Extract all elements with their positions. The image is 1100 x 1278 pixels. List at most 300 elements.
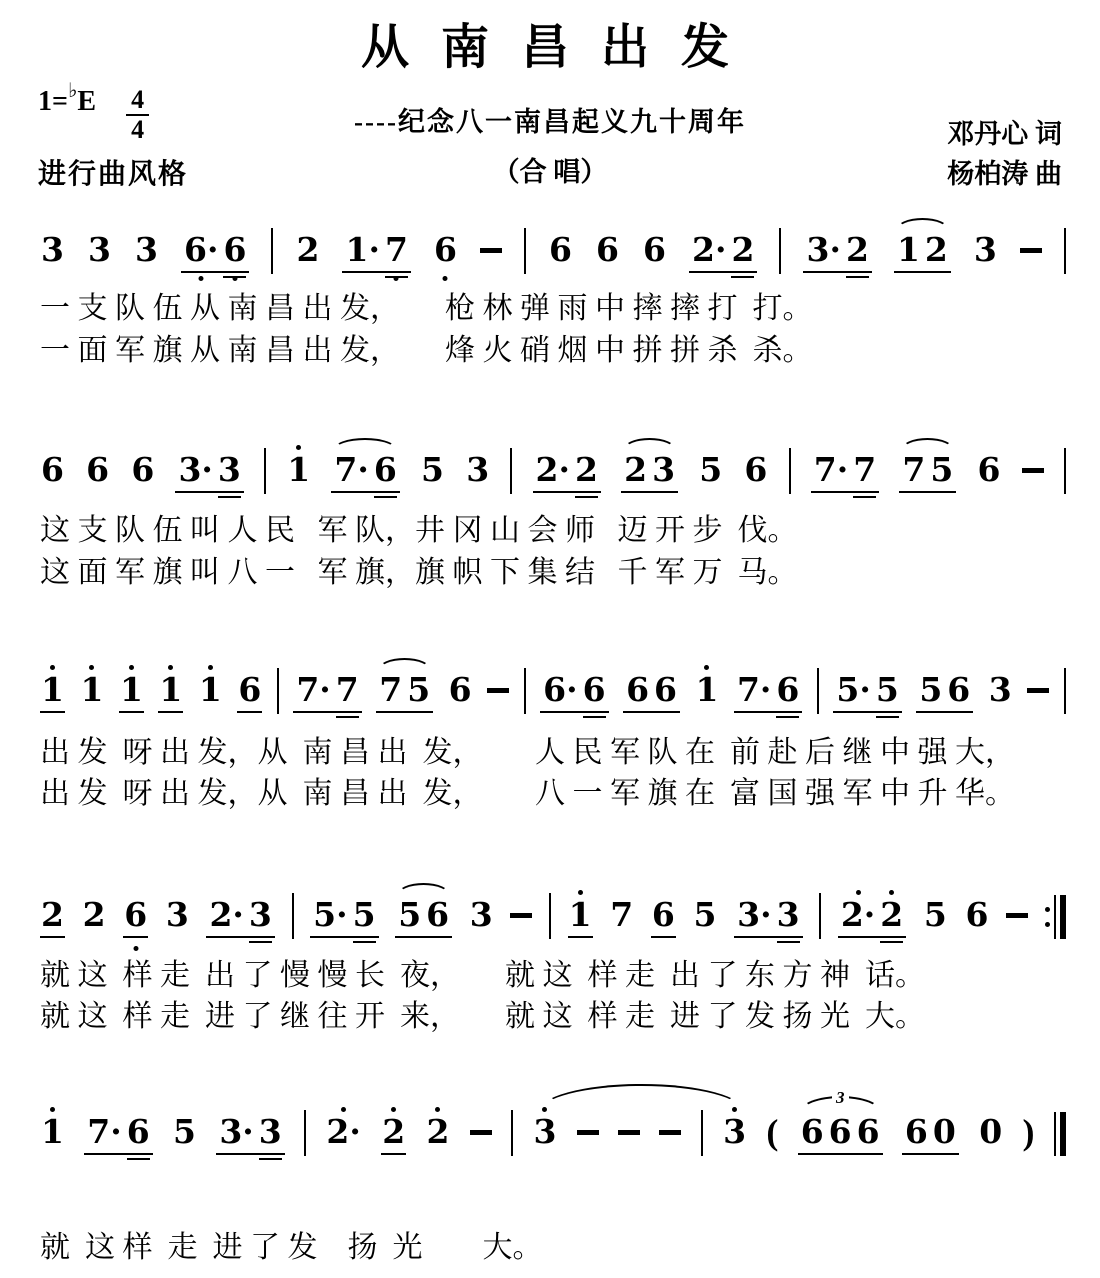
note [119,662,144,713]
high-octave-dot [856,890,861,895]
note-digit: 6 [237,672,262,713]
note-group-wrap [734,662,802,713]
note [86,1104,122,1150]
barline [701,1110,703,1156]
note-digit: 6 [904,1112,928,1151]
note-digit: 6· [543,670,578,709]
note [40,222,65,268]
note-digit: 1 [40,672,65,713]
note [198,662,223,708]
lyric-line-1: 一 支 队 伍 从 南 昌 出 发， 枪 林 弹 雨 中 摔 摔 打 打。 [40,292,813,325]
barline [264,448,266,494]
note-digit: 6 [596,230,619,269]
tempo-style-label: 进行曲风格 [38,159,189,190]
note-digit: 3· [178,450,213,489]
note [335,662,360,708]
note [82,887,107,933]
low-octave-dot [232,276,237,281]
note-digit: 2· [692,230,727,269]
note-digit: 3 [652,450,676,489]
barline [292,893,294,939]
note-group-wrap [734,887,802,938]
duration-dash [470,1130,492,1135]
barline [511,1110,513,1156]
note-digit: 6 [126,1112,150,1151]
barline [789,448,791,494]
note-group-wrap [689,222,757,273]
note-digit: 2 [574,450,598,489]
slur [896,218,949,230]
note [426,1104,451,1150]
note [582,662,607,708]
note [183,222,219,268]
note-digit: 6 [131,450,155,489]
note [973,222,998,268]
note-digit: 1 [80,670,104,709]
note [448,662,473,708]
note-digit: 5 [352,895,376,934]
note-group-wrap [811,442,879,493]
note [295,662,331,708]
note-group-wrap [623,662,680,713]
note-digit: 5 [173,1112,197,1151]
note-digit: 3 [165,895,189,934]
note-digit: 7 [335,670,359,709]
note-digit: 3 [88,230,111,269]
note-group [902,1104,959,1155]
barline [1064,448,1066,494]
note-digit: 1 [158,672,183,713]
note-digit: 2 [82,895,106,934]
slur [901,438,954,450]
tie [538,1084,745,1112]
note-digit: 3 [469,895,493,934]
lyric-line-5: 出 发 呀 出 发，从 南 昌 出 发， 人 民 军 队 在 前 赴 后 继 中 强 大， [40,736,1015,769]
note-digit: 7· [296,670,331,709]
note [420,442,445,488]
lyric-line-4: 这 面 军 旗 叫 八 一 军 旗，旗 帜 下 集 结 千 军 万 马。 [40,556,798,589]
note-group [803,222,871,273]
note [736,662,772,708]
flat-sign: ♭ [67,80,78,102]
note-digit: 2· [209,895,244,934]
note [988,662,1013,708]
note [835,662,871,708]
thin-barline [1054,1112,1056,1156]
note-digit: 1 [119,672,144,713]
lyric-line-9: 就 这 样 走 进 了 发 扬 光 大。 [40,1231,543,1264]
duration-dash [1022,468,1044,473]
note-group-wrap [342,222,410,273]
note [172,1104,197,1150]
note-digit: 3 [258,1112,282,1151]
note [218,1104,254,1150]
parenthesis: ) [1022,1112,1035,1152]
note-digit: 6 [856,1112,880,1151]
note [595,222,620,268]
note-digit: 6 [626,670,650,709]
note-digit: 6 [800,1112,824,1151]
high-octave-dot [341,1107,346,1112]
chorus-label: （合 唱） [492,157,608,187]
high-octave-dot [704,665,709,670]
note [87,222,112,268]
note [217,442,242,488]
slur [378,658,431,670]
high-octave-dot [435,1107,440,1112]
music-line-3 [40,662,1066,726]
note [805,222,841,268]
note [352,887,377,933]
note [381,1104,406,1155]
note-digit: 6 [744,450,768,489]
note [258,1104,283,1150]
barline [510,448,512,494]
note-digit: 5 [919,670,943,709]
note-group [342,222,410,273]
note-digit: 2 [296,230,320,269]
note [535,442,571,488]
note [813,442,849,488]
high-octave-dot [50,1107,55,1112]
duration-dash [618,1130,640,1135]
note [923,887,948,933]
note-digit: 6 [549,230,572,269]
note [977,442,1002,488]
repeat-dots [1045,895,1050,939]
note-digit: 6· [184,230,219,269]
note-digit: 1 [695,670,719,709]
note-group-wrap [175,442,243,493]
note-digit: 7 [379,670,403,709]
note [134,222,159,268]
note-group [293,662,361,713]
low-octave-dot [394,276,399,281]
note-digit: 3 [41,230,64,269]
note [130,442,155,488]
barline [1064,228,1066,274]
song-title: 从 南 昌 出 发 [360,21,739,74]
note [123,887,148,938]
note-digit: 3· [219,1112,254,1151]
note [946,662,971,708]
note [736,887,772,933]
note [208,887,244,933]
note-group-wrap [833,662,901,713]
note-digit: 3 [723,1112,747,1151]
lyric-line-2: 一 面 军 旗 从 南 昌 出 发， 烽 火 硝 烟 中 拼 拼 杀 杀。 [40,334,813,367]
final-barline [1054,1112,1066,1156]
note-digit: 7· [334,450,369,489]
note-group [533,442,601,493]
note-digit: 3· [737,895,772,934]
high-octave-dot [50,665,55,670]
note [384,222,409,268]
note-digit: 7 [384,230,408,269]
note [177,442,213,488]
note-digit: 2· [840,895,876,934]
slur [333,438,397,450]
slur [397,883,450,895]
note-digit: 6 [86,450,110,489]
note [918,662,943,708]
meter-numerator: 4 [126,86,149,116]
note-digit: 3 [248,895,272,934]
note [775,662,800,708]
note [840,887,876,933]
note-group-wrap [533,442,601,493]
note-group-wrap [293,662,361,713]
note-digit: 1 [198,670,222,709]
note [653,662,678,708]
note-digit: 6 [426,895,450,934]
note-group [540,662,608,713]
note [126,1104,151,1150]
note-digit: 6 [123,897,148,938]
note-digit: 7 [610,895,634,934]
note-digit: 2 [845,230,869,269]
note-digit: 3· [806,230,841,269]
note [40,1104,65,1150]
note-group-wrap [84,1104,152,1155]
note-digit: 6 [448,670,472,709]
note [879,887,904,933]
note [79,662,104,708]
note [85,442,110,488]
barline [1064,668,1066,714]
note-digit: 5· [836,670,871,709]
note [691,222,727,268]
note-digit: 7 [902,450,926,489]
note-digit: 7· [87,1112,122,1151]
duration-dash [577,1130,599,1135]
note-digit: 5 [923,895,947,934]
note [465,442,490,488]
note-group [833,662,901,713]
note-digit: 6 [373,450,397,489]
note-digit: 6 [654,670,677,709]
note-digit: 6 [433,230,457,269]
note [776,887,801,933]
note [286,442,311,488]
note-digit: 0 [979,1112,1003,1151]
barline [779,228,781,274]
repeat-dot [1045,907,1050,912]
high-octave-dot [578,890,583,895]
note-digit: 7· [736,670,772,709]
note-digit: 3 [776,895,800,934]
duration-dash [480,248,502,253]
note [325,1104,361,1150]
note [40,442,65,488]
note-digit: 5 [699,450,723,489]
tuplet-number: 3 [832,1090,849,1106]
note-group [206,887,274,938]
low-octave-dot [443,276,448,281]
note-digit: 5· [313,895,348,934]
note-digit: 3 [135,230,158,269]
note [875,662,900,708]
note-digit: 5 [407,670,431,709]
note [237,662,262,713]
note-digit: 3 [466,450,490,489]
note-group [181,222,249,273]
thick-barline [1060,1112,1066,1156]
note [40,662,65,713]
note-digit: 6 [828,1112,852,1151]
meter-denominator: 4 [131,115,145,144]
note-group [734,887,802,938]
high-octave-dot [168,665,173,670]
note-digit: 5 [930,450,954,489]
note-group [84,1104,152,1155]
high-octave-dot [129,665,134,670]
barline [271,228,273,274]
note [222,222,247,268]
note-digit: 1 [287,450,311,489]
note-group-wrap [540,662,608,713]
high-octave-dot [89,665,94,670]
key-note: E [77,86,97,117]
repeat-dot [1045,922,1050,927]
note-group [623,662,680,713]
note [730,222,755,268]
note [642,222,667,268]
note-digit: 1 [41,1112,64,1151]
slur [623,438,676,450]
note-digit: 6 [947,670,971,709]
music-line-4 [40,887,1066,951]
note-digit: 2 [880,895,904,934]
note [978,1104,1003,1150]
note-group [216,1104,284,1155]
note [40,887,65,938]
duration-dash [1027,688,1049,693]
duration-dash [1020,248,1042,253]
note-digit: 5 [398,895,422,934]
note [932,1104,957,1150]
note-digit: 7· [813,450,849,489]
dedication-subtitle: ----纪念八一南昌起义九十周年 [354,107,746,137]
note-digit: 2 [624,450,648,489]
note-digit: 0 [932,1112,956,1151]
music-line-2 [40,442,1066,506]
note-digit: 3 [973,230,997,269]
note [651,887,676,938]
note-group-wrap [838,887,906,938]
note-group [175,442,243,493]
note [158,662,183,713]
thin-barline [1054,895,1056,939]
note-digit: 1 [896,230,920,269]
duration-dash [510,913,532,918]
note-group [838,887,906,938]
note-group [310,887,378,938]
note-group-wrap [803,222,871,273]
note-digit: 2 [924,230,948,269]
thick-barline [1060,895,1066,939]
note-digit: 5 [875,670,899,709]
music-line-5 [40,1088,1066,1168]
note-digit: 6 [776,670,800,709]
note-group-wrap [206,887,274,938]
note-group [811,442,879,493]
note-digit: 1 [568,897,593,938]
note-group-wrap [902,1104,959,1155]
high-octave-dot [391,1107,396,1112]
note-digit: 3 [217,450,241,489]
note-digit: 2 [426,1112,450,1151]
note [693,887,718,933]
note-digit: 6 [965,895,989,934]
note [625,662,650,708]
note-digit: 3 [988,670,1012,709]
note [964,887,989,933]
barline [817,668,819,714]
note-digit: 6 [223,230,247,269]
note [433,222,458,268]
high-octave-dot [296,445,301,450]
music-line-1 [40,222,1066,286]
note-group [916,662,973,713]
note [695,662,720,708]
duration-dash [487,688,509,693]
note-digit: 2 [40,897,65,938]
repeat-end-barline [1045,895,1066,939]
low-octave-dot [199,276,204,281]
note-digit: 6 [651,897,676,938]
note-digit: 2· [535,450,570,489]
barline [304,1110,306,1156]
note-digit: 2 [731,230,755,269]
note-digit: 2 [381,1114,406,1155]
note-digit: 6 [643,230,666,269]
note-group [689,222,757,273]
key-prefix: 1= [38,86,68,117]
note-digit: 1· [345,230,380,269]
duration-dash [1006,913,1028,918]
note [845,222,870,268]
lyric-line-8: 就 这 样 走 进 了 继 往 开 来， 就 这 样 走 进 了 发 扬 光 大。 [40,1000,925,1033]
note [469,887,494,933]
note [165,887,190,933]
note-group-wrap [216,1104,284,1155]
note [852,442,877,488]
note-group-wrap [310,887,378,938]
barline [819,893,821,939]
note [568,887,593,938]
note [542,662,578,708]
parenthesis: ( [766,1112,779,1152]
lyric-line-6: 出 发 呀 出 发，从 南 昌 出 发， 八 一 军 旗 在 富 国 强 军 中 升 华。 [40,777,1015,810]
high-octave-dot [889,890,894,895]
duration-dash [659,1130,681,1135]
note-digit: 5 [693,895,717,934]
note-digit: 6 [582,670,606,709]
barline [524,228,526,274]
note [904,1104,929,1150]
note-digit: 3 [533,1112,557,1151]
note-digit: 6 [41,450,64,489]
note [698,442,723,488]
note [548,222,573,268]
note [743,442,768,488]
note-digit: 2· [326,1112,361,1151]
note-group-wrap [916,662,973,713]
lyricist-credit: 邓丹心 词 [947,119,1062,149]
composer-credit: 杨柏涛 曲 [947,159,1062,189]
note-group [734,662,802,713]
